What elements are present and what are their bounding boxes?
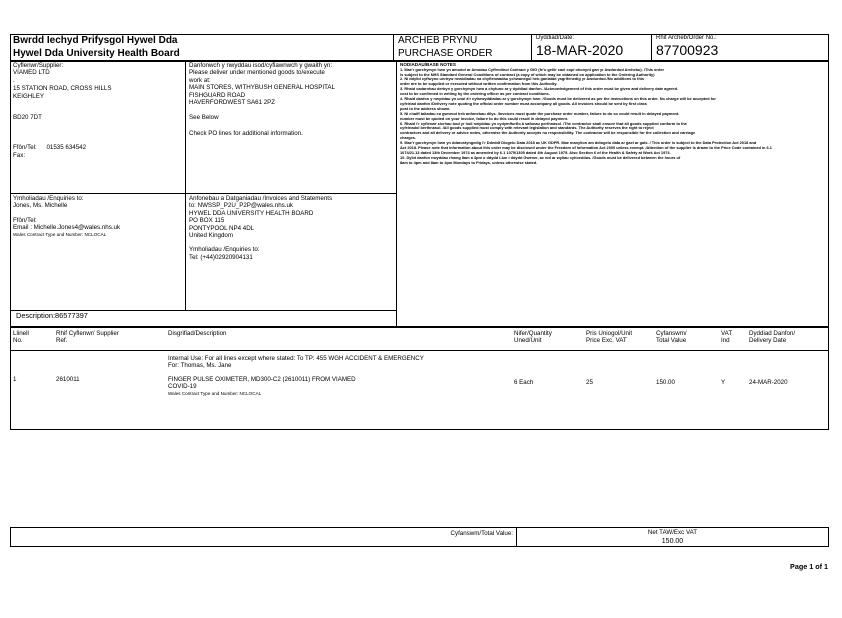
invoices-enquiries-label: Ymholiadau /Enquiries to: bbox=[189, 246, 260, 254]
col-header-qty-welsh: Nifer/Quantity bbox=[514, 330, 552, 337]
date-label: Dyddiad/Date: bbox=[536, 35, 575, 41]
notes-lines bbox=[400, 68, 827, 166]
invoices-phone: Tel: (+44)02920904131 bbox=[189, 253, 253, 261]
col-header-description bbox=[168, 330, 226, 337]
invoices-block bbox=[189, 195, 394, 261]
row-wales-contract: Wales Contract Type and Number: NCLOCAL bbox=[168, 391, 262, 396]
notes-line: post to the address shown. bbox=[400, 105, 451, 111]
doc-title-welsh: ARCHEB PRYNU bbox=[398, 35, 478, 46]
notes-line: order are to be supplied or executed without written confirmation from this Authority. bbox=[400, 81, 558, 87]
col-header-date-welsh: Dyddiad Danfon/ bbox=[749, 330, 796, 337]
row-supplier-ref: 2610011 bbox=[56, 376, 80, 383]
col-header-total bbox=[656, 330, 687, 345]
notes-line: 2. Ni ddylid cyflwyno unrhyw newidiadau na chyflenwadau ychwanegol heb ganiatâd ysgrifenedig yr Awdurdod./No additions to this bbox=[400, 76, 645, 82]
col-header-ref-welsh: Rhif Cyflenwr/ Supplier bbox=[56, 330, 119, 337]
org-name-welsh: Bwrdd Iechyd Prifysgol Hywel Dda bbox=[13, 35, 178, 46]
invoices-label: Anfonebau a Datganiadau /Invoices and Statements bbox=[189, 195, 333, 202]
delivery-label-3: work at: bbox=[189, 76, 211, 84]
notes-line: cyfeiriadol berthnasol. /All goods supplied must comply with relevant legislation and standards. The Authority reserves the right to reject bbox=[400, 125, 654, 131]
delivery-label-2: Please deliver under mentioned goods to/execute bbox=[189, 69, 325, 77]
col-header-delivery-date bbox=[749, 330, 795, 345]
col-header-line-welsh: Llinell bbox=[13, 330, 29, 337]
enquiries-email bbox=[13, 224, 183, 231]
enquiries-phone-label: Ffôn/Tel: bbox=[13, 216, 37, 224]
delivery-see-below: See Below bbox=[189, 114, 219, 122]
col-header-total-welsh: Cyfanswm/ bbox=[656, 330, 687, 337]
notes-line: 10. Dylid danfon nwyddau rhwng 8am a 4pm o ddydd Llun i ddydd Gwener, ac nid ar wyliau cyhoeddus. /Goods must be delivered between the hours of bbox=[400, 154, 681, 160]
delivery-address-2: FISHGUARD ROAD bbox=[189, 91, 246, 99]
base-notes bbox=[400, 62, 827, 310]
enquiries-wales-contract: Wales Contract Type and Number: NCLOCAL bbox=[13, 231, 107, 237]
notes-line: number must be quoted on your invoice, failure to do this could result in delayed payment. bbox=[400, 115, 568, 121]
supplier-name: VIAMED LTD bbox=[13, 69, 50, 77]
delivery-address-3: HAVERFORDWEST SA61 2PZ bbox=[189, 99, 276, 107]
supplier-phone-value: 01535 634542 bbox=[46, 144, 87, 152]
notes-line: charges. bbox=[400, 135, 417, 141]
col-header-vat bbox=[721, 330, 732, 345]
col-header-quantity bbox=[514, 330, 552, 345]
row-quantity: 6 Each bbox=[514, 379, 534, 386]
col-header-ref bbox=[56, 330, 119, 345]
supplier-block bbox=[13, 62, 183, 159]
row-internal-use-text: Internal Use: For all lines except where stated: To TP: 455 WGH ACCIDENT & EMERGENCY bbox=[168, 355, 424, 362]
delivery-address-1: MAIN STORES, WITHYBUSH GENERAL HOSPITAL bbox=[189, 84, 336, 92]
delivery-block bbox=[189, 62, 394, 137]
totals-label: Cyfanswm/Total Value: bbox=[450, 530, 513, 537]
row-description-2: COVID-19 bbox=[168, 383, 197, 390]
notes-line: Act 2018. Please note that information about this order may be disclosed under the Freedom of Information Act 2000 unless exempt. /Attention of the supplier is drawn to the Price Code contained in 6.1 bbox=[400, 145, 772, 151]
invoices-to-label: to: bbox=[189, 202, 196, 210]
supplier-phone bbox=[13, 144, 183, 151]
row-internal-use bbox=[168, 355, 508, 370]
date-value: 18-MAR-2020 bbox=[536, 42, 624, 58]
col-header-price-english: Price Exc. VAT bbox=[586, 337, 627, 345]
col-header-unit-price bbox=[586, 330, 632, 345]
description-ref-label: Description: bbox=[16, 311, 56, 320]
notes-line: 6. Rhaid i'r cyflenwr sicrhau bod yr holl nwyddau yn cydymffurfio â safonau perthnasol. /The contractor shall ensure that all goods supplied conform to the bbox=[400, 120, 687, 126]
enquiries-label: Ymholiadau /Enquiries to: bbox=[13, 195, 84, 202]
description-ref-value: 86577397 bbox=[55, 311, 88, 320]
delivery-label-1: Danfonwch y nwyddau isod/cyflawnwch y gwaith yn: bbox=[189, 62, 333, 69]
row-description-1: FINGER PULSE OXIMETER, MD300-C2 (2610011) FROM VIAMED bbox=[168, 376, 356, 383]
enquiries-block bbox=[13, 195, 183, 237]
notes-line: cost to be confirmed in writing by the ordering officer as per contract conditions. bbox=[400, 91, 550, 97]
col-header-qty-english: Uned/Unit bbox=[514, 337, 542, 345]
row-total: 150.00 bbox=[656, 379, 675, 386]
page-number: Page 1 of 1 bbox=[790, 562, 828, 571]
col-header-total-english: Total Value bbox=[656, 337, 687, 345]
notes-line: 9. Mae'r gorchymyn hwn yn ddarostyngedig i'r Ddeddf Diogelu Data 2018 ac UK GDPR. Mae manylion am ddiogelu data ar gael ar gais. / This order is subject to the Data Protection Act 2018 and bbox=[400, 140, 757, 146]
supplier-address-1: 15 STATION ROAD, CROSS HILLS bbox=[13, 85, 112, 93]
notes-line: 3. Rhaid cadarnhau derbyn y gorchymyn hwn a chytuno ar y dyddiad danfon. /Acknowledgement of this order must be given and delivery date agreed. bbox=[400, 86, 679, 92]
totals-net-label: Net TAW/Exc VAT bbox=[647, 529, 698, 536]
description-ref bbox=[16, 311, 88, 321]
row-line-no: 1 bbox=[13, 376, 17, 383]
delivery-check-po: Check PO lines for additional information. bbox=[189, 129, 303, 137]
notes-line: 5. Ni chaiff taliadau eu gwneud heb anfonebau dilys. /Invoices must quote the purchase order number, failure to do so could result in delayed payment. bbox=[400, 110, 680, 116]
table-row bbox=[0, 376, 842, 416]
invoices-to-value[interactable]: NWSSP_P2U_P2P@wales.nhs.uk bbox=[197, 202, 293, 210]
enquiries-email-value[interactable]: Michelle.Jones4@wales.nhs.uk bbox=[33, 224, 121, 232]
col-header-vat-english: Ind bbox=[721, 337, 730, 345]
invoices-country: United Kingdom bbox=[189, 232, 234, 240]
invoices-to bbox=[189, 202, 394, 209]
row-for-line: For: Thomas, Ms. Jane bbox=[168, 362, 232, 370]
supplier-address-2: KEIGHLEY bbox=[13, 92, 44, 100]
row-unit-price: 25 bbox=[586, 379, 593, 386]
col-header-ref-english: Ref. bbox=[56, 337, 68, 345]
order-no-label: Rhif Archeb/Order No.: bbox=[656, 35, 717, 41]
enquiries-email-label: Email : bbox=[13, 224, 32, 232]
row-vat-ind: Y bbox=[721, 379, 726, 386]
notes-title: NODIADAU/BASE NOTES bbox=[400, 62, 456, 67]
invoices-address-1: PO BOX 115 bbox=[189, 217, 225, 225]
col-header-vat-welsh: VAT bbox=[721, 330, 733, 337]
notes-line: 4. Rhaid danfon y nwyddau yn unol â'r cyfarwyddiadau ar y gorchymyn hwn. /Goods must be delivered as per the instructions on this order. No charge will be accepted for bbox=[400, 96, 716, 102]
col-header-line-english: No. bbox=[13, 337, 23, 345]
org-name-english: Hywel Dda University Health Board bbox=[13, 48, 180, 59]
notes-line: 8am to 4pm and 8am to 4pm Mondays to Fridays, unless otherwise stated. bbox=[400, 159, 538, 165]
col-header-price-welsh: Pris Uniogol/Unit bbox=[586, 330, 633, 337]
notes-line: cyfeiriad danfon /Delivery note quoting the official order number must accompany all goods. All invoices should be sent by first class bbox=[400, 100, 647, 106]
notes-line: contractors and all delivery or advice notes, otherwise the Authority accepts no responsibility. The contractor will be responsible for the collection and carriage bbox=[400, 130, 696, 136]
col-header-line bbox=[13, 330, 29, 345]
notes-line: 1074/21.13 dated 13th December 1974 as amended by 6.1 1075/1305 dated 4th August 1975. Also Section 6 of the Health & Safety at Work Act 1974. bbox=[400, 150, 671, 155]
row-delivery-date: 24-MAR-2020 bbox=[749, 379, 788, 386]
invoices-name: HYWEL DDA UNIVERSITY HEALTH BOARD bbox=[189, 209, 314, 217]
totals-net-value: 150.00 bbox=[661, 538, 684, 545]
enquiries-contact: Jones, Ms. Michelle bbox=[13, 202, 68, 210]
order-no-value: 87700923 bbox=[656, 42, 719, 58]
supplier-dot: . bbox=[13, 76, 15, 84]
notes-line: is subject to the NHS Standard General Conditions of contract (a copy of which may be obtained on application to the Ordering Authority) bbox=[400, 71, 655, 77]
notes-line: 1. Mae'r gorchymyn hwn yn amodol ar Amodau Cyffredinol Contract y GIG (fe'u gellir cael copi ohonynt gan yr Awdurdod Archebu). /This order bbox=[400, 66, 664, 72]
supplier-phone-label: Ffôn/Tel: bbox=[13, 144, 37, 152]
supplier-fax-label: Fax: bbox=[13, 151, 26, 159]
col-header-date-english: Delivery Date bbox=[749, 337, 787, 345]
supplier-label: Cyflenwr/Supplier: bbox=[13, 62, 64, 69]
invoices-address-2: PONTYPOOL NP4 4DL bbox=[189, 224, 255, 232]
supplier-postcode: BD20 7DT bbox=[13, 114, 42, 122]
col-header-desc-text: Disgrifiad/Description bbox=[168, 330, 227, 337]
doc-title-english: PURCHASE ORDER bbox=[398, 48, 493, 59]
